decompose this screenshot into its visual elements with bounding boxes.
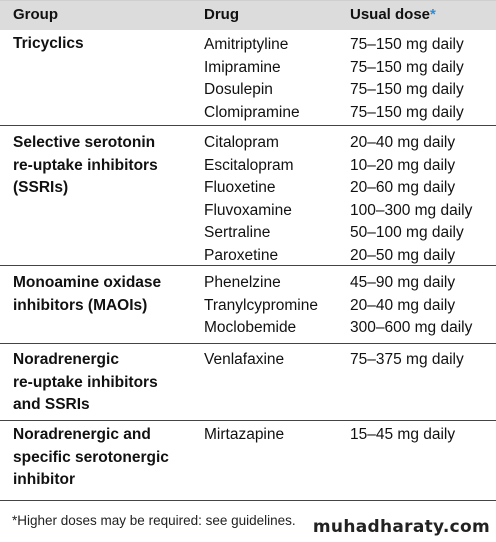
table-footer bbox=[0, 500, 496, 542]
drug-name: Fluoxetine bbox=[204, 179, 276, 196]
group-name: Noradrenergic and specific serotonergic inhibitor bbox=[13, 426, 169, 488]
drug-list bbox=[204, 349, 284, 372]
drug-name: Moclobemide bbox=[204, 319, 297, 336]
table-row bbox=[0, 343, 496, 420]
header-dose-asterisk: * bbox=[430, 6, 436, 23]
drug-list bbox=[204, 424, 284, 447]
drug-name: Sertraline bbox=[204, 224, 271, 241]
table-row bbox=[0, 265, 496, 343]
dose-value: 300–600 mg daily bbox=[350, 319, 473, 336]
dose-value: 20–50 mg daily bbox=[350, 246, 456, 264]
dose-value: 45–90 mg daily bbox=[350, 274, 456, 291]
dose-value: 10–20 mg daily bbox=[350, 156, 456, 174]
header-group: Group bbox=[13, 6, 58, 23]
drug-name: Imipramine bbox=[204, 58, 281, 76]
dose-value: 20–40 mg daily bbox=[350, 296, 456, 314]
drug-name: Mirtazapine bbox=[204, 426, 285, 443]
drug-name: Fluvoxamine bbox=[204, 201, 292, 219]
table-header bbox=[0, 0, 496, 30]
header-dose bbox=[350, 6, 436, 23]
group-name: Monoamine oxidase inhibitors (MAOIs) bbox=[13, 274, 162, 314]
dose-value: 75–150 mg daily bbox=[350, 81, 464, 98]
footnote: *Higher doses may be required: see guidelines. bbox=[12, 513, 296, 528]
group-name: Noradrenergic re-uptake inhibitors and SSRIs bbox=[13, 351, 158, 413]
dose-value: 75–150 mg daily bbox=[350, 58, 464, 76]
dose-list bbox=[350, 132, 472, 267]
drug-list bbox=[204, 34, 300, 124]
drug-list bbox=[204, 132, 294, 267]
dose-list bbox=[350, 349, 464, 372]
drug-name: Venlafaxine bbox=[204, 351, 285, 368]
drug-list bbox=[204, 272, 318, 340]
dose-value: 100–300 mg daily bbox=[350, 201, 473, 219]
drug-name: Paroxetine bbox=[204, 246, 279, 264]
table-row bbox=[0, 125, 496, 265]
dose-list bbox=[350, 34, 464, 124]
dose-value: 15–45 mg daily bbox=[350, 426, 456, 443]
table-row bbox=[0, 30, 496, 125]
dose-value: 50–100 mg daily bbox=[350, 224, 464, 241]
drug-name: Amitriptyline bbox=[204, 36, 289, 53]
group-name: Tricyclics bbox=[13, 35, 84, 52]
drug-name: Tranylcypromine bbox=[204, 296, 318, 314]
drug-name: Escitalopram bbox=[204, 156, 294, 174]
dose-value: 20–40 mg daily bbox=[350, 134, 456, 151]
drug-name: Dosulepin bbox=[204, 81, 273, 98]
drug-name: Citalopram bbox=[204, 134, 279, 151]
dose-list bbox=[350, 424, 455, 447]
drug-name: Phenelzine bbox=[204, 274, 281, 291]
watermark: muhadharaty.com bbox=[312, 517, 490, 537]
dose-value: 20–60 mg daily bbox=[350, 179, 456, 196]
table-row bbox=[0, 420, 496, 500]
header-dose-label: Usual dose bbox=[350, 6, 431, 23]
dose-value: 75–150 mg daily bbox=[350, 103, 464, 121]
group-name: Selective serotonin re-uptake inhibitors (SSRIs) bbox=[13, 134, 158, 196]
dose-value: 75–375 mg daily bbox=[350, 351, 464, 368]
dose-value: 75–150 mg daily bbox=[350, 36, 464, 53]
drug-name: Clomipramine bbox=[204, 103, 300, 121]
dose-list bbox=[350, 272, 472, 340]
header-drug: Drug bbox=[204, 6, 239, 23]
